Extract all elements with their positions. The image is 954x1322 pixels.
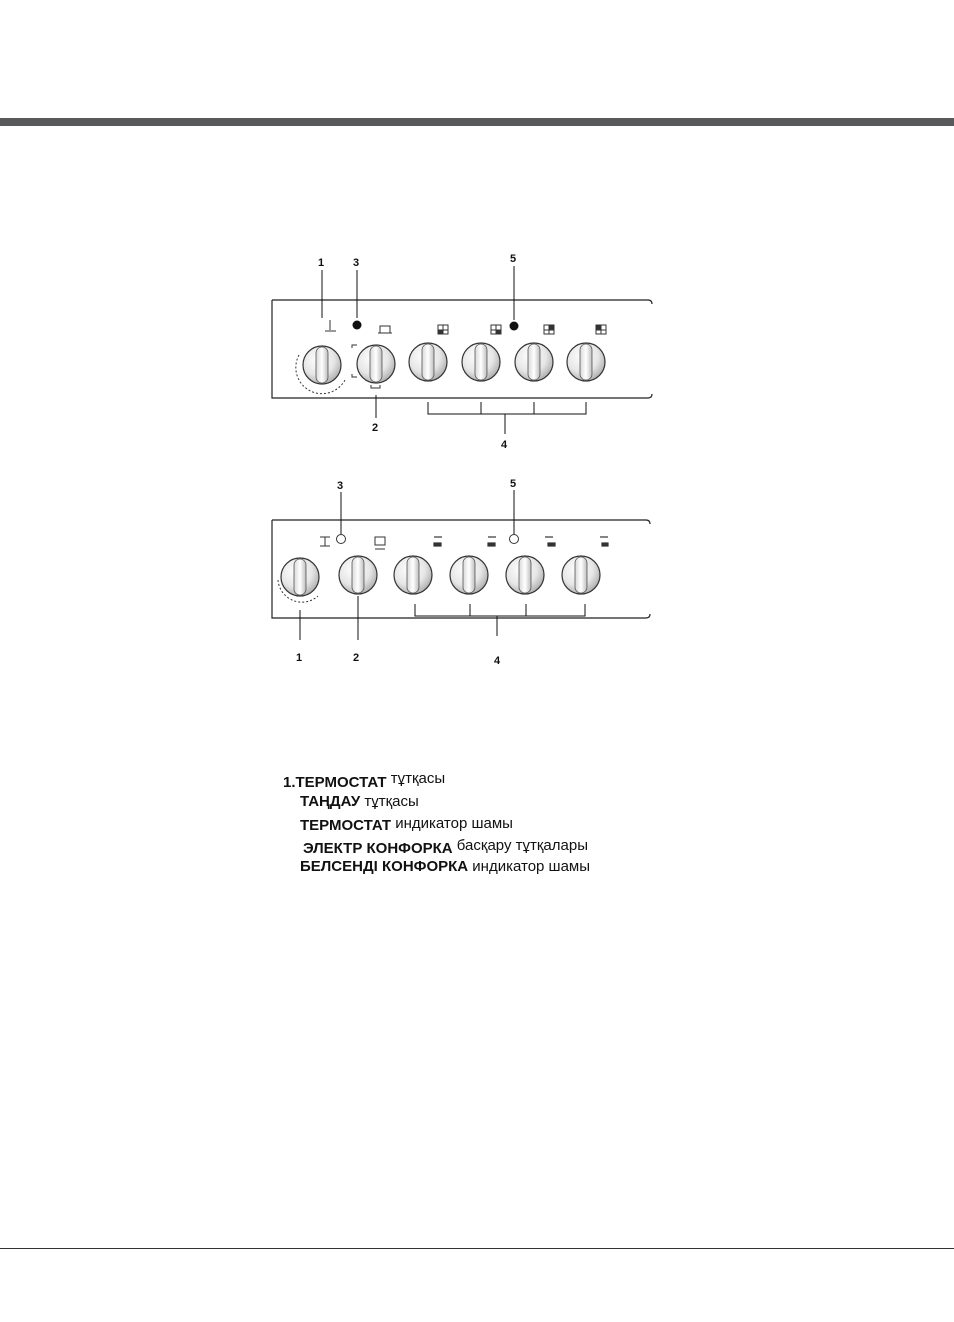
hob-knob-1[interactable] <box>394 556 432 594</box>
hob-indicator-light <box>510 535 519 544</box>
legend-term: ЭЛЕКТР КОНФОРКА <box>303 840 453 857</box>
hob-position-icons <box>438 325 606 334</box>
legend-text: тұтқасы <box>386 770 446 787</box>
footer-rule <box>0 1248 954 1249</box>
hob-knob-3[interactable] <box>506 556 544 594</box>
legend-term: БЕЛСЕНДІ КОНФОРКА <box>300 858 469 875</box>
oven-icon <box>378 326 392 333</box>
hob-position-icons <box>434 537 608 546</box>
hob-indicator-light <box>510 322 519 331</box>
callout-3: 3 <box>337 480 344 492</box>
callout-2: 2 <box>372 422 379 434</box>
selector-knob[interactable] <box>339 556 377 594</box>
callout-1: 1 <box>296 652 303 664</box>
legend-item-4 <box>303 837 588 857</box>
callout-4: 4 <box>494 655 501 667</box>
legend-item-5 <box>300 859 590 874</box>
legend-text: индикатор шамы <box>468 858 591 875</box>
hob-knob-4[interactable] <box>567 343 605 381</box>
legend-text: басқару тұтқалары <box>452 837 588 854</box>
legend-term: ТЕРМОСТАТ <box>300 817 392 834</box>
top-control-panel <box>272 253 652 451</box>
hob-knob-4[interactable] <box>562 556 600 594</box>
oven-icon <box>375 537 385 549</box>
legend-term: ТЕРМОСТАТ <box>295 774 387 791</box>
thermostat-icon <box>320 537 330 546</box>
thermostat-indicator-light <box>353 321 362 330</box>
thermostat-icon <box>325 320 336 331</box>
legend-item-1: 1.ТЕРМОСТАТ тұтқасы <box>283 770 446 791</box>
legend-term: ТАҢДАУ <box>300 793 361 810</box>
callout-5: 5 <box>510 253 517 265</box>
hob-knob-3[interactable] <box>515 343 553 381</box>
legend-item-3 <box>300 815 513 834</box>
legend-text: индикатор шамы <box>391 815 513 832</box>
bottom-control-panel <box>272 478 650 667</box>
callout-5: 5 <box>510 478 517 490</box>
callout-4: 4 <box>501 439 508 451</box>
callout-2: 2 <box>353 652 360 664</box>
hob-knob-1[interactable] <box>409 343 447 381</box>
callout-1: 1 <box>318 257 325 269</box>
legend-text: тұтқасы <box>360 793 419 810</box>
selector-knob[interactable] <box>357 345 395 383</box>
thermostat-knob[interactable] <box>278 558 319 602</box>
legend-item-2 <box>300 794 419 809</box>
thermostat-knob[interactable] <box>296 346 345 394</box>
hob-knob-2[interactable] <box>462 343 500 381</box>
hob-knob-2[interactable] <box>450 556 488 594</box>
callout-3: 3 <box>353 257 360 269</box>
thermostat-indicator-light <box>337 535 346 544</box>
